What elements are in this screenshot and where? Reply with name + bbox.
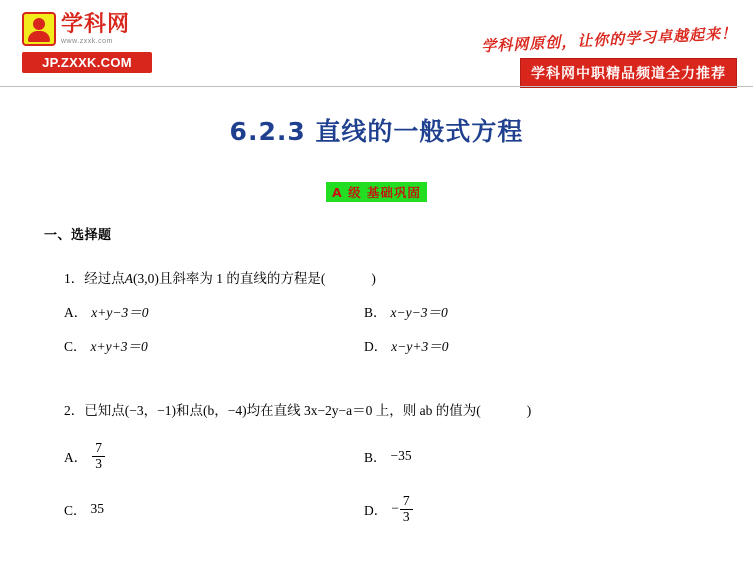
option-row — [64, 494, 713, 525]
option-2d-body — [391, 494, 413, 525]
option-2a-denominator: 3 — [95, 455, 102, 471]
section-heading: 一、选择题 — [44, 228, 112, 243]
option-2b-label: B． — [364, 450, 387, 466]
question-2-body: 已知点(−3，−1)和点(b，−4)均在直线 3x−2y−a＝0 上，则 ab 的值为( — [84, 403, 481, 418]
logo-url-small: www.zxxk.com — [61, 37, 113, 45]
option-1d[interactable] — [364, 335, 664, 355]
option-1a-body: x+y−3＝0 — [91, 305, 149, 320]
option-2c-label: C． — [64, 503, 87, 519]
question-2-text — [64, 399, 713, 419]
option-2d-label: D． — [364, 503, 388, 519]
question-1-body-c: ) — [371, 271, 376, 286]
question-2-body-tail: ) — [526, 403, 532, 418]
logo-url-banner[interactable]: JP.ZXXK.COM — [22, 52, 152, 73]
question-1-text — [64, 267, 713, 287]
option-2b[interactable] — [364, 441, 664, 472]
option-row — [64, 301, 713, 321]
option-2d[interactable] — [364, 494, 664, 525]
page-title: 6.2.3 直线的一般式方程 — [229, 117, 524, 146]
option-2d-sign: − — [391, 500, 399, 516]
logo-text — [61, 11, 131, 45]
question-2-number: 2． — [64, 403, 85, 418]
option-1a-label: A． — [64, 305, 88, 320]
logo-row — [22, 12, 152, 46]
question-1-options — [64, 301, 713, 355]
question-1-point-label: A — [124, 271, 133, 286]
header-slogan: 学科网原创，让你的学习卓越起来！ — [480, 24, 738, 56]
option-1d-label: D． — [364, 339, 388, 354]
option-2a-numerator: 7 — [92, 441, 105, 457]
option-2a[interactable] — [64, 441, 364, 472]
option-1b-body: x−y−3＝0 — [390, 305, 448, 320]
option-2a-body — [91, 441, 106, 472]
option-2d-fraction — [400, 494, 413, 525]
option-row — [64, 441, 713, 472]
logo-chick-icon — [22, 12, 56, 46]
option-2d-denominator: 3 — [402, 508, 410, 524]
option-row — [64, 335, 713, 355]
site-logo[interactable] — [22, 12, 152, 73]
option-2a-label: A． — [64, 450, 88, 466]
question-1-body-b: (3,0)且斜率为 1 的直线的方程是( — [133, 271, 326, 286]
option-1c[interactable] — [64, 335, 364, 355]
header-promo-banner[interactable]: 学科网中职精品频道全力推荐 — [520, 58, 737, 88]
option-2c-body: 35 — [90, 501, 105, 517]
option-2a-fraction — [92, 441, 105, 472]
level-badge: A 级 基础巩固 — [326, 182, 427, 202]
logo-brand-name: 学科网 — [61, 11, 131, 37]
option-2c[interactable] — [64, 494, 364, 525]
option-2b-body: −35 — [390, 448, 412, 464]
option-2d-numerator: 7 — [400, 494, 413, 510]
option-1d-body: x−y+3＝0 — [391, 339, 449, 354]
page-header — [0, 0, 753, 86]
question-2-options — [64, 441, 713, 524]
header-divider — [0, 86, 753, 87]
question-1-number: 1． — [64, 271, 85, 286]
question-1-body-a: 经过点 — [84, 271, 125, 286]
option-1b-label: B． — [364, 305, 387, 320]
option-1c-body: x+y+3＝0 — [90, 339, 148, 354]
option-1a[interactable] — [64, 301, 364, 321]
document-body — [0, 112, 753, 524]
option-1c-label: C． — [64, 339, 87, 354]
option-1b[interactable] — [364, 301, 664, 321]
level-tag-row — [40, 182, 713, 202]
